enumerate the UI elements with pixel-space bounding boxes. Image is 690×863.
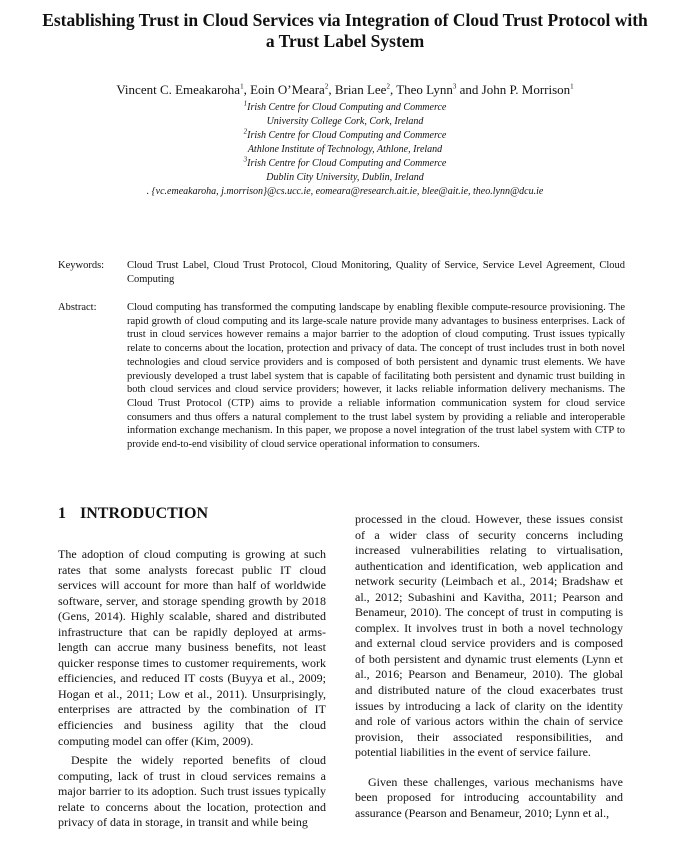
affiliation-marker: 2 — [324, 82, 329, 91]
paragraph: Given these challenges, various mechanisms have been proposed for introducing accountability and assurance (Pearson and Benameur, 2010; Lynn et al., — [355, 774, 623, 820]
paragraph: The adoption of cloud computing is growing at such rates that some analysts forecast public IT cloud services will account for more than half of worldwide software, server, and storage spending growth by 2018 (Gens, 2014). Highly scalable, shared and distributed infrastructure that can be rapidly deployed at arms-length can accrue many business benefits, not least quicker response times to customer requirements, work efficiencies, and reduced IT costs (Buyya et al., 2009; Hogan et al., 2011; Low et al., 2011). Unsurprisingly, enterprises are attracted by the combination of IT efficiencies and business agility that the cloud computing model can offer (Kim, 2009). — [58, 547, 326, 748]
keywords-text: Cloud Trust Label, Cloud Trust Protocol, Cloud Monitoring, Quality of Service, Service Level Agreement, Cloud Computing — [127, 260, 625, 285]
paragraph: Despite the widely reported benefits of cloud computing, lack of trust in cloud services remains a major barrier to its adoption. Such trust issues typically relate to concerns about the location, protection and privacy of data in storage, in transit and while being — [58, 753, 326, 830]
affiliation-marker: 3 — [452, 82, 457, 91]
author-name: , Theo Lynn — [389, 82, 453, 97]
keywords-label: Keywords: — [58, 260, 105, 271]
paragraph: processed in the cloud. However, these issues consist of a wider class of security concerns including increased vulnerabilities relating to virtualisation, authentication and identification, web application and network security (Leimbach et al., 2014; Bradshaw et al., 2012; Subashini and Kavitha, 2011; Pearson and Benameur, 2010). The concept of trust in computing is complex. It involves trust in both a novel technology and external cloud service providers and is composed of both persistent and dynamic trust elements (Lynn et al., 2016; Pearson and Benameur, 2010). The global and distributed nature of the cloud exacerbates trust issues by introducing a lack of clarity on the identity and role of various actors within the chain of service provision, their associated responsibilities, and potential liabilities in the event of service failure. — [355, 512, 623, 760]
affiliation-marker: 2 — [243, 127, 248, 136]
affiliation-line: Athlone Institute of Technology, Athlone, Ireland — [247, 144, 443, 155]
author-name: Vincent C. Emeakaroha — [116, 82, 241, 97]
section-heading — [58, 505, 208, 523]
paper-title: Establishing Trust in Cloud Services via Integration of Cloud Trust Protocol with a Trust Label System — [42, 10, 648, 51]
body-column-left — [58, 547, 326, 831]
affiliation-text: Irish Centre for Cloud Computing and Commerce — [247, 102, 447, 113]
author-name: , Brian Lee — [328, 82, 387, 97]
affiliations — [40, 101, 650, 199]
affiliation-line — [40, 101, 650, 115]
author-list — [40, 82, 650, 98]
affiliation-marker: 1 — [243, 99, 248, 108]
section-title: INTRODUCTION — [80, 505, 209, 522]
abstract-text: Cloud computing has transformed the computing landscape by enabling flexible compute-resource provisioning. The rapid growth of cloud computing and its large-scale nature provide many advantages to business enterprises. Lack of trust in cloud services however remains a major barrier to the adoption of cloud computing. Trust issues typically relate to concerns about the location, protection and privacy of data. The concept of trust includes trust in both novel technologies and cloud service providers and is composed of both persistent and dynamic trust elements. We have previously developed a trust label system that is capable of facilitating both persistent and dynamic trust building in both cloud services and cloud service providers; however, it lacks reliable information delivery mechanisms. The Cloud Trust Protocol (CTP) aims to provide a reliable information communication system for cloud service consumers and thus offers a natural complement to the trust label system by providing a reliable and interoperable information exchange mechanism. In this paper, we propose a novel integration of the trust label system with CTP to provide end-to-end visibility of cloud service operational information to consumers. — [127, 302, 625, 451]
email-line: . {vc.emeakaroha, j.morrison}@cs.ucc.ie, eomeara@research.ait.ie, blee@ait.ie, theo.lynn@dcu.ie — [146, 186, 544, 197]
affiliation-line: University College Cork, Cork, Ireland — [266, 116, 424, 127]
affiliation-marker: 2 — [386, 82, 390, 91]
author-name: , Eoin O’Meara — [243, 82, 325, 97]
abstract-label: Abstract: — [58, 302, 97, 313]
affiliation-text: Irish Centre for Cloud Computing and Commerce — [247, 158, 447, 169]
affiliation-text: Irish Centre for Cloud Computing and Commerce — [247, 130, 447, 141]
affiliation-marker: 1 — [570, 82, 574, 91]
body-column-right — [355, 512, 623, 821]
affiliation-line — [40, 129, 650, 143]
affiliation-marker: 1 — [240, 82, 244, 91]
author-name: and John P. Morrison — [456, 82, 571, 97]
section-number: 1 — [58, 505, 66, 522]
affiliation-marker: 3 — [243, 155, 248, 164]
affiliation-line — [40, 157, 650, 171]
affiliation-line: Dublin City University, Dublin, Ireland — [266, 172, 424, 183]
